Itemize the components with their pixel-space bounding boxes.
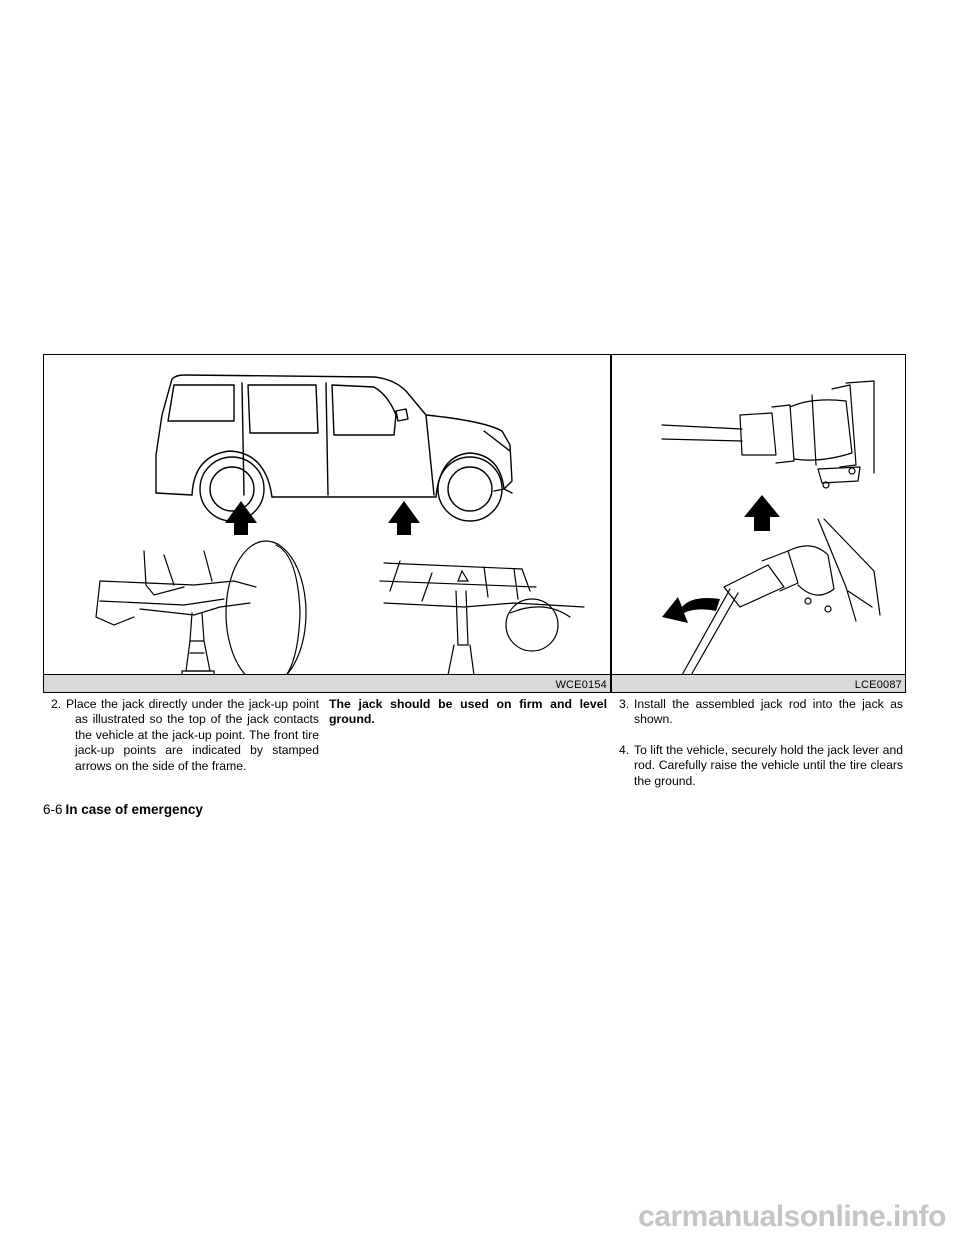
lift-arrow [744,495,780,531]
page-footer [43,802,203,817]
step-text: Place the jack directly under the jack-up point as illustrated so the top of the jack contacts the vehicle at the jack-up point. The front tire jack-up points are indicated by stamped arrows on the side of the frame. [66,697,319,773]
warning-text: The jack should be used on firm and level ground. [329,697,607,727]
page-number: 6-6 [43,802,63,817]
figure-jack-up-points [43,354,611,693]
step-number: 4. [619,743,630,757]
step-number: 3. [619,697,630,711]
figure-code: LCE0087 [854,679,902,691]
jack-rod-illustration [612,355,905,692]
jack-point-arrows [225,501,420,535]
figure-jack-rod [611,354,906,693]
step-text: To lift the vehicle, securely hold the jack lever and rod. Carefully raise the vehicle until the tire clears the ground. [634,743,903,788]
section-title: In case of emergency [65,802,203,817]
step-text: Install the assembled jack rod into the jack as shown. [634,697,903,727]
step-number: 2. [51,697,62,711]
step-3 [619,697,903,728]
step-4 [619,743,903,789]
watermark: carmanualsonline.info [638,1200,946,1233]
figure-code-bar [44,674,610,692]
step-2 [51,697,319,774]
figure-code: WCE0154 [555,679,607,691]
rotate-arrow [662,597,720,623]
figure-code-bar [612,674,905,692]
vehicle-jack-illustration [44,355,610,692]
